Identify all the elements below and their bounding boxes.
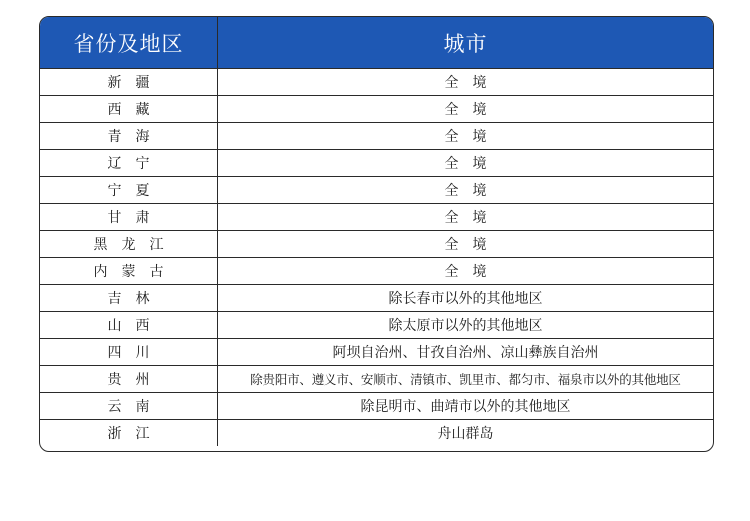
city-cell: 除贵阳市、遵义市、安顺市、清镇市、凯里市、都匀市、福泉市以外的其他地区	[218, 366, 714, 393]
table-row	[40, 393, 713, 420]
city-cell: 全境	[218, 258, 714, 285]
table-row	[40, 366, 713, 393]
province-cell: 黑龙江	[40, 231, 218, 258]
province-cell: 山西	[40, 312, 218, 339]
province-cell: 四川	[40, 339, 218, 366]
city-cell: 除昆明市、曲靖市以外的其他地区	[218, 393, 714, 420]
region-table	[40, 17, 713, 446]
city-cell: 阿坝自治州、甘孜自治州、凉山彝族自治州	[218, 339, 714, 366]
province-cell: 贵州	[40, 366, 218, 393]
table-row	[40, 69, 713, 96]
city-cell: 全境	[218, 150, 714, 177]
header-province: 省份及地区	[40, 17, 218, 69]
city-cell: 除太原市以外的其他地区	[218, 312, 714, 339]
table-row	[40, 177, 713, 204]
city-cell: 全境	[218, 231, 714, 258]
province-cell: 浙江	[40, 420, 218, 447]
province-cell: 宁夏	[40, 177, 218, 204]
city-cell: 全境	[218, 204, 714, 231]
province-cell: 云南	[40, 393, 218, 420]
header-city: 城市	[218, 17, 714, 69]
region-table-container	[39, 16, 714, 452]
table-row	[40, 231, 713, 258]
province-cell: 西藏	[40, 96, 218, 123]
city-cell: 全境	[218, 69, 714, 96]
table-row	[40, 285, 713, 312]
table-row	[40, 123, 713, 150]
header-row	[40, 17, 713, 69]
city-cell: 舟山群岛	[437, 426, 494, 442]
province-cell: 辽宁	[40, 150, 218, 177]
city-cell: 除长春市以外的其他地区	[218, 285, 714, 312]
province-cell: 青海	[40, 123, 218, 150]
city-cell: 全境	[218, 177, 714, 204]
table-row	[40, 339, 713, 366]
province-cell: 内蒙古	[40, 258, 218, 285]
table-row	[40, 204, 713, 231]
table-row	[40, 258, 713, 285]
table-body	[40, 69, 713, 447]
province-cell: 新疆	[40, 69, 218, 96]
province-cell: 吉林	[40, 285, 218, 312]
province-cell: 甘肃	[40, 204, 218, 231]
table-header	[40, 17, 713, 69]
table-row	[40, 420, 713, 447]
table-row	[40, 96, 713, 123]
city-cell: 全境	[218, 123, 714, 150]
city-cell: 全境	[218, 96, 714, 123]
table-row	[40, 312, 713, 339]
table-row	[40, 150, 713, 177]
